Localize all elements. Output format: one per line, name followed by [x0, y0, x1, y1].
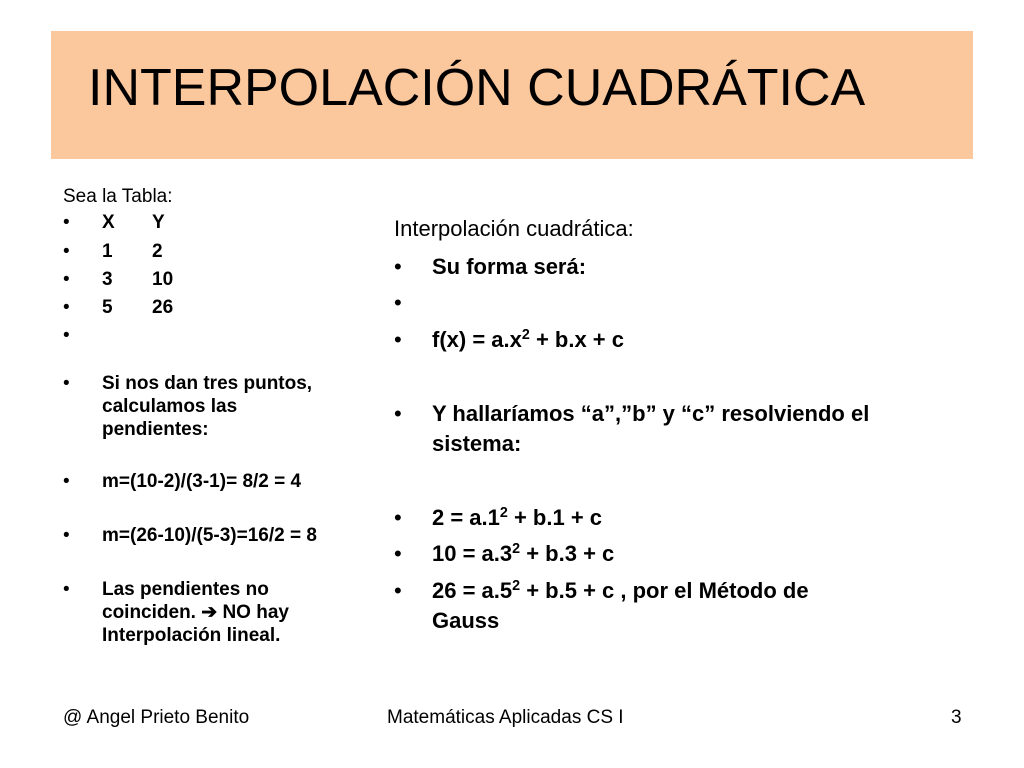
solve-paragraph	[432, 399, 869, 459]
conclusion-line-2	[102, 601, 289, 624]
footer-author: @ Angel Prieto Benito	[63, 707, 250, 728]
table-row	[102, 240, 163, 263]
formula-exponent: 2	[521, 327, 530, 344]
table-intro: Sea la Tabla:	[63, 186, 173, 207]
bullet-icon: •	[394, 254, 402, 279]
bullet-icon: •	[63, 325, 70, 346]
function-formula	[432, 325, 624, 355]
bullet-icon: •	[63, 241, 70, 262]
arrow-right-icon: ➔	[201, 602, 218, 623]
table-header-x: X	[102, 212, 115, 233]
table-cell-y: 26	[152, 297, 174, 318]
equation-3-exponent: 2	[512, 578, 521, 595]
table-cell-y: 10	[152, 269, 174, 290]
bullet-icon: •	[394, 541, 402, 566]
equation-1	[432, 503, 602, 533]
bullet-icon: •	[63, 297, 70, 318]
bullet-icon: •	[394, 578, 402, 603]
conclusion-line-1: Las pendientes no	[102, 579, 269, 600]
conclusion-line-3: Interpolación lineal.	[102, 625, 281, 646]
equation-2-exponent: 2	[512, 541, 521, 558]
equation-1-b: + b.1 + c	[507, 505, 603, 530]
equation-3-a: 26 = a.5	[432, 578, 513, 603]
formula-part-a: f(x) = a.x	[432, 327, 522, 352]
equation-1-a: 2 = a.1	[432, 505, 500, 530]
slope-1: m=(10-2)/(3-1)= 8/2 = 4	[102, 471, 302, 492]
footer-page-number: 3	[951, 707, 962, 728]
solve-line-1: Y hallaríamos “a”,”b” y “c” resolviendo el	[432, 401, 870, 426]
conclusion-paragraph	[102, 578, 289, 647]
equation-2-a: 10 = a.3	[432, 541, 513, 566]
equation-2-b: + b.3 + c	[520, 541, 615, 566]
table-row	[102, 296, 173, 319]
bullet-icon: •	[394, 327, 402, 352]
equation-3-b: + b.5 + c , por el Método de	[520, 578, 809, 603]
equation-1-exponent: 2	[499, 505, 508, 522]
bullet-icon: •	[63, 471, 70, 492]
bullet-icon: •	[394, 290, 402, 315]
footer-course: Matemáticas Aplicadas CS I	[387, 707, 624, 728]
points-line-1: Si nos dan tres puntos,	[102, 373, 313, 394]
slide-title: INTERPOLACIÓN CUADRÁTICA	[88, 59, 866, 117]
quadratic-intro: Interpolación cuadrática:	[394, 216, 634, 241]
points-line-3: pendientes:	[102, 419, 209, 440]
solve-line-2: sistema:	[432, 431, 522, 456]
bullet-icon: •	[394, 401, 402, 426]
table-cell-x: 3	[102, 269, 113, 290]
equation-3-line-1	[432, 576, 809, 606]
table-cell-y: 2	[152, 241, 163, 262]
formula-part-b: + b.x + c	[529, 327, 624, 352]
table-cell-x: 1	[102, 241, 113, 262]
bullet-icon: •	[63, 579, 70, 600]
table-cell-x: 5	[102, 297, 113, 318]
table-header-row	[102, 211, 165, 234]
bullet-icon: •	[63, 525, 70, 546]
table-row	[102, 268, 173, 291]
points-paragraph	[102, 372, 312, 441]
points-line-2: calculamos las	[102, 396, 238, 417]
bullet-icon: •	[394, 505, 402, 530]
slope-2: m=(26-10)/(5-3)=16/2 = 8	[102, 525, 317, 546]
equation-2	[432, 539, 614, 569]
equation-3-line-2: Gauss	[432, 608, 500, 633]
table-header-y: Y	[152, 212, 165, 233]
equation-3	[432, 576, 809, 636]
conclusion-text-b: NO hay	[217, 602, 289, 623]
bullet-icon: •	[63, 373, 70, 394]
conclusion-text-a: coinciden.	[102, 602, 202, 623]
form-label: Su forma será:	[432, 254, 587, 279]
bullet-icon: •	[63, 269, 70, 290]
bullet-icon: •	[63, 212, 70, 233]
